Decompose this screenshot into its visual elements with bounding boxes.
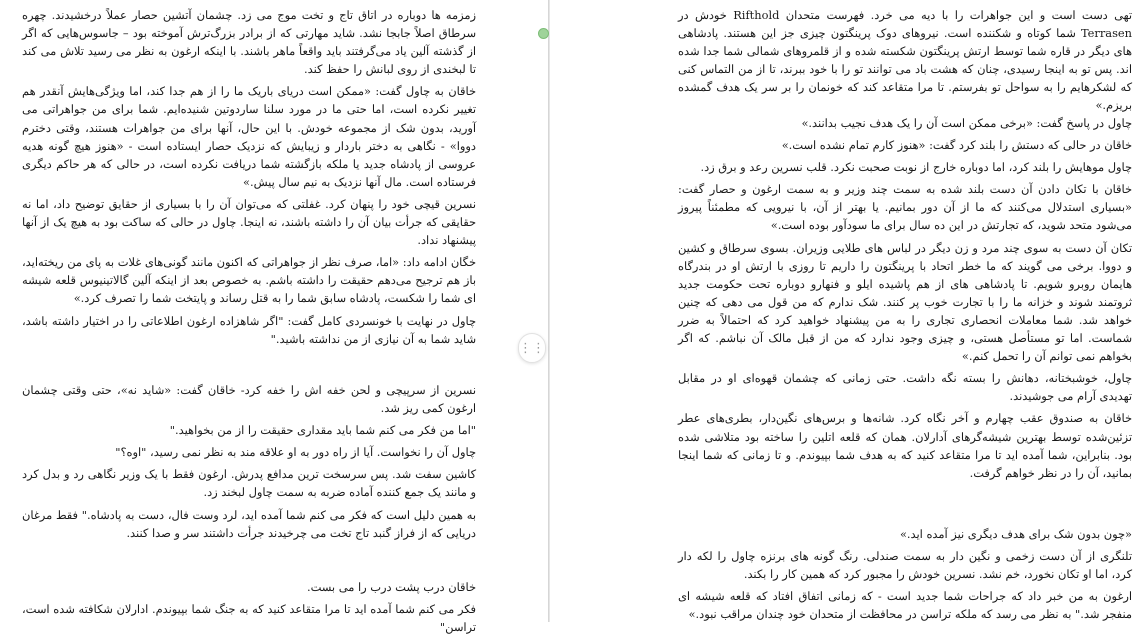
paragraph: زمزمه ها دوباره در اتاق تاج و تخت موج می زد. چشمان آتشین حصار عملاً درخشیدند. چهره سرطاق اصلاً جابجا نشد. شاید مهارتی که از برادر بزرگ‌ترش آموخته بود – جاسوس‌هایی که اگر از گذشته آلین یاد می‌گرفتند باید واقعاً ماهر باشند. با اینکه ارغون به نظر می رسید تلاش می کند تا لبخندی از روی لبانش را حفظ کند. — [22, 8, 476, 77]
paragraph: خاقان به صندوق عقب چهارم و آخر نگاه کرد. شانه‌ها و برس‌های نگین‌دار، بطری‌های عطر تزئین‌شده توسط بهترین شیشه‌گرهای آدارلان. همان که قلعه اتلین را ساخته بود متلاشی شده بود. بنابراین، شما آمده اید تا مرا متقاعد کنید که به هدف شما بپیوندم. و تا زمانی که شما اینجا بمانید، آن را در نظر خواهم گرفت. — [678, 411, 1132, 480]
paragraph: چاول آن را نخواست. آیا از راه دور به او علاقه مند به نظر نمی رسید، "اوه؟" — [115, 445, 476, 460]
drag-handle-icon: ⋮⋮ — [519, 340, 545, 356]
paragraph: چاول، خوشبختانه، دهانش را بسته نگه داشت. حتی زمانی که چشمان قهوه‌ای او در مقابل تهدیدی آرام می جوشیدند. — [678, 371, 1132, 404]
right-page — [550, 0, 1145, 622]
right-text-block-1 — [678, 6, 1132, 119]
pane-divider-line — [548, 0, 549, 622]
status-dot-icon — [538, 28, 549, 39]
paragraph: "اما من فکر می کنم شما باید مقداری حقیقت را از من بخواهید." — [169, 423, 476, 438]
paragraph: تهی دست است و این جواهرات را با دیه می خرد. فهرست متحدان Rifthold خودش در Terrasen شما کوتاه و شکننده است. نیروهای دوک پرینگتون چیزی جز این هستند. پادشاهی های دیگر در قاره شما توسط ارتش پرینگتون شکسته شده و از قلمروهای شمالی شما جدا شده اند. پس تو به اینجا رسیدی، چنان که هشت باد می توانند تو را با خود ببرند، تا از من التماس کنی که لشکرهایم را به سواحل تو بفرستم. تا مرا متقاعد کند که خونمان را بر سر یک هدف گمشده بریزم.» — [678, 8, 1133, 113]
left-text-block-1 — [22, 6, 476, 352]
right-text-block-2 — [678, 114, 1132, 486]
paragraph: «چون بدون شک برای هدف دیگری نیز آمده اید.» — [899, 527, 1132, 541]
paragraph: ارغون به من خبر داد که جراحات شما جدید است - که زمانی اتفاق افتاد که قلعه شیشه ای منفجر شد." به نظر می رسد که ملکه تراسن در محافظت از متحدان خود چندان مراقب نبود.» — [678, 589, 1132, 622]
paragraph: کاشین سفت شد. پس سرسخت ترین مدافع پدرش. ارغون فقط با یک وزیر نگاهی رد و بدل کرد و مانند یک جمع کننده آماده ضربه به سمت چاول لبخند زد. — [22, 467, 476, 500]
split-drag-handle[interactable] — [518, 333, 546, 363]
paragraph: چاول موهایش را بلند کرد، اما دوباره خارج از نوبت صحبت نکرد. قلب نسرین رعد و برق زد. — [700, 160, 1132, 175]
paragraph: خاقان با تکان دادن آن دست بلند شده به سمت چند وزیر و به سمت ارغون و حصار گفت: «بسیاری استدلال می‌کنند که ما از آن دور بمانیم. یا بهتر از آن، با نیرویی که مطمئناً پیروز می‌شود متحد شوید، که تجارتش در این ده سال برای ما سودآور بوده است.» — [678, 182, 1132, 233]
paragraph: به همین دلیل است که فکر می کنم شما آمده اید، لرد وست فال، دست به پادشاه." فقط مرغان دریایی که از فراز گنبد تاج تخت می چرخیدند جرأت داشتند سر و صدا کنند. — [22, 507, 476, 540]
paragraph: فکر می کنم شما آمده اید تا مرا متقاعد کنید که به جنگ شما بپیوندم. ادارلان شکافته شده است، تراسن" — [22, 602, 476, 635]
paragraph: خاقان در حالی که دستش را بلند کرد گفت: «هنوز کارم تمام نشده است.» — [781, 138, 1132, 153]
paragraph: خاقان به چاول گفت: «ممکن است دریای باریک ما را از هم جدا کند، اما ویژگی‌هایش آنقدر هم تغییر نکرده است، اما حتی ما در مورد سلنا ساردوتین شنیده‌ایم. شما برای من جواهراتی می آورید، بدون شک از مجموعه خودش. با این حال، آنها برای من جواهرات هستند، وقتی دخترم دووا» - نگاهی به دختر باردار و زیبایش که نزدیک حصار ایستاده است - «هنوز هیچ گونه هدیه عروسی از پادشاه جدید یا ملکه بازگشته شما دریافت نکرده است، در حالی که هر حاکم دیگری فرستاده است. مال آنها نزدیک به نیم سال پیش.» — [22, 84, 476, 189]
paragraph: چاول در نهایت با خونسردی کامل گفت: "اگر شاهزاده ارغون اطلاعاتی را در اختیار داشته باشد، شاید شما به آن نیازی از من نداشته باشید." — [22, 313, 476, 346]
left-text-block-3 — [22, 578, 476, 640]
left-page — [0, 0, 548, 635]
paragraph: نسرین قیچی خود را پنهان کرد. غفلتی که می‌توان آن را با بسیاری از حقایق توضیح داد، اما نه حقایقی که جرأت بیان آن را داشته باشند، نه اینجا. چاول در حالی که ساکت بود به هیچ یک از آنها پیشنهاد نداد. — [22, 196, 476, 248]
paragraph: چاول در پاسخ گفت: «برخی ممکن است آن را یک هدف نجیب بدانند.» — [801, 116, 1132, 130]
right-text-block-3 — [678, 525, 1132, 627]
paragraph: خگان ادامه داد: «اما، صرف نظر از جواهراتی که اکنون مانند گونی‌های غلات به پای من ریخته‌اید، باز هم ترجیح می‌دهم حقیقت را داشته باشم. به خصوص بعد از اینکه آلین گالاتینیوس قلعه شیشه ای شما را شکست، پادشاه سابق شما را به قتل رساند و پایتخت شما را تصرف کرد.» — [22, 255, 476, 306]
paragraph: خاقان درب پشت درب را می بست. — [306, 580, 476, 594]
paragraph: تلنگری از آن دست زخمی و نگین دار به سمت صندلی. رنگ گونه های برنزه چاول را لکه دار کرد، اما او تکان نخورد، خم نشد. نسرین خودش را مجبور کرد که همین کار را بکند. — [678, 549, 1132, 582]
paragraph: نسرین از سرپیچی و لحن خفه اش را خفه کرد- خاقان گفت: «شاید نه»، حتی وقتی چشمان ارغون کمی ریز شد. — [22, 383, 476, 416]
paragraph: تکان آن دست به سوی چند مرد و زن دیگر در لباس های طلایی وزیران. بسوی سرطاق و کشین و دووا. برخی می گویند که ما خطر اتحاد با پرینگتون را داریم تا روزی با ارتش او در بندرگاه هایمان روبرو شویم. تا پادشاهی های از هم پاشیده ایلو و فنهارو دوباره تحت حکومت جدید ثروتمند شوند و خزانه ما را با تجارت خوب پر کنند. شک ندارم که من قول می دهی که چنین خواهد شد. شما معاملات انحصاری تجاری را به من پیشنهاد خواهید کرد که احتمالاً به ضرر شماست. اما تو مستأصل هستی، و چیزی وجود ندارد که من از قبل مالک آن نباشم. که اگر بخواهم نمی توانم آن را تحمل کنم.» — [678, 240, 1132, 364]
left-text-block-2 — [22, 381, 476, 546]
